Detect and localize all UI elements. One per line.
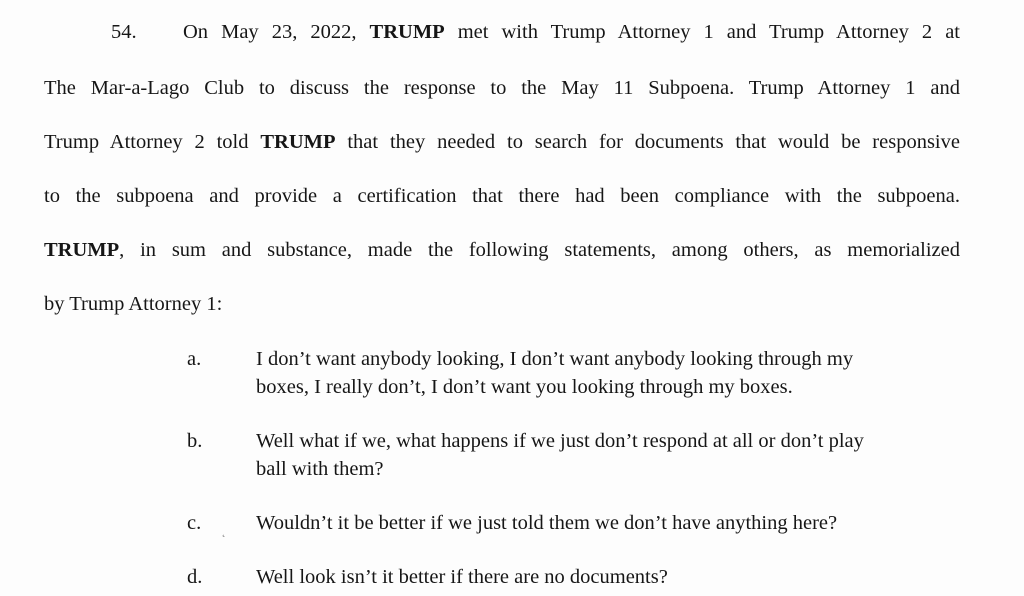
- statement-b-line-2: ball with them?: [256, 458, 384, 480]
- statement-d-line-1: Well look isn’t it better if there are no documents?: [256, 566, 668, 588]
- line-text: , in sum and substance, made the following statements, among others, as memorialized: [119, 239, 960, 261]
- line-text: On May 23, 2022,: [183, 21, 370, 43]
- paragraph-line-2: The Mar-a-Lago Club to discuss the response to the May 11 Subpoena. Trump Attorney 1 and: [44, 77, 960, 99]
- line-text: Trump Attorney 2 told: [44, 131, 261, 153]
- paragraph-number: 54.: [111, 21, 137, 43]
- bold-name: TRUMP: [260, 131, 336, 153]
- paragraph-line-3: [44, 130, 960, 154]
- statement-letter-c: c.: [187, 512, 202, 534]
- paragraph-line-6: by Trump Attorney 1:: [44, 293, 223, 315]
- statement-a-line-2: boxes, I really don’t, I don’t want you looking through my boxes.: [256, 376, 793, 398]
- paragraph-line-4: to the subpoena and provide a certification that there had been compliance with the subpoena.: [44, 185, 960, 207]
- bold-name: TRUMP: [369, 21, 445, 43]
- bold-name: TRUMP: [44, 239, 120, 261]
- statement-letter-b: b.: [187, 430, 203, 452]
- line-text: met with Trump Attorney 1 and Trump Attorney 2 at: [444, 21, 960, 43]
- statement-letter-d: d.: [187, 566, 203, 588]
- line-text: that they needed to search for documents that would be responsive: [335, 131, 960, 153]
- statement-a-line-1: I don’t want anybody looking, I don’t want anybody looking through my: [256, 348, 854, 370]
- paragraph-line-1: [183, 20, 960, 44]
- statement-c-line-1: Wouldn’t it be better if we just told them we don’t have anything here?: [256, 512, 838, 534]
- paragraph-line-5: [44, 238, 960, 262]
- statement-letter-a: a.: [187, 348, 202, 370]
- scan-speck: ˛: [222, 526, 226, 538]
- statement-b-line-1: Well what if we, what happens if we just don’t respond at all or don’t play: [256, 430, 864, 452]
